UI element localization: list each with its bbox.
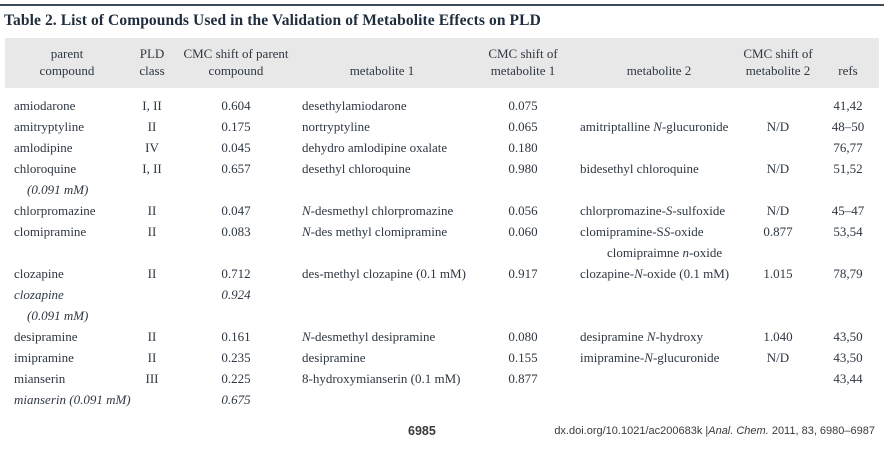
table-cell: II — [147, 350, 157, 365]
table-cell — [739, 368, 817, 389]
table-row — [5, 389, 879, 410]
column-header-line: metabolite 2 — [745, 63, 811, 78]
table-cell: mianserin — [14, 371, 66, 386]
table-cell — [579, 305, 739, 326]
table-cell: 0.712 — [221, 266, 251, 281]
table-cell: 48–50 — [831, 119, 865, 134]
table-row — [5, 221, 879, 242]
table-cell: N/D — [766, 119, 790, 134]
table-row — [5, 326, 879, 347]
table-cell: 0.060 — [508, 224, 538, 239]
table-cell: II — [147, 224, 157, 239]
table-cell: clozapine — [14, 266, 64, 281]
column-header-4 — [467, 38, 579, 88]
table-cell: amiodarone — [14, 98, 76, 113]
table-cell: desipramine N-hydroxy — [580, 329, 704, 344]
table-cell: 0.045 — [221, 140, 251, 155]
table-cell: clomipramine — [14, 224, 87, 239]
table-cell — [297, 284, 467, 305]
column-header-line: metabolite 1 — [349, 63, 415, 78]
table-row — [5, 368, 879, 389]
table-cell: 0.225 — [221, 371, 251, 386]
table-cell — [129, 305, 175, 326]
column-header-1 — [129, 38, 175, 88]
column-header-line: CMC shift of parent — [183, 46, 289, 61]
table-cell: (0.091 mM) — [27, 308, 89, 323]
column-header-line: refs — [838, 63, 858, 78]
table-row — [5, 179, 879, 200]
table-cell: 0.155 — [508, 350, 538, 365]
table-cell — [739, 242, 817, 263]
table-cell: 43,50 — [833, 329, 863, 344]
table-cell: I, II — [142, 161, 162, 176]
table-cell: II — [147, 329, 157, 344]
compounds-table — [5, 38, 879, 410]
table-cell: 0.047 — [221, 203, 251, 218]
column-header-line: parent — [50, 46, 84, 61]
table-cell — [175, 179, 297, 200]
top-rule — [0, 4, 884, 6]
table-cell — [739, 284, 817, 305]
table-row — [5, 137, 879, 158]
table-cell — [817, 284, 879, 305]
table-row — [5, 158, 879, 179]
table-cell: 1.015 — [763, 266, 793, 281]
table-cell: 0.056 — [508, 203, 538, 218]
table-cell: II — [147, 203, 157, 218]
table-body — [5, 88, 879, 410]
table-cell: 78,79 — [833, 266, 863, 281]
table-cell: 8-hydroxymianserin (0.1 mM) — [302, 371, 461, 386]
table-cell — [579, 284, 739, 305]
table-cell — [579, 88, 739, 116]
table-cell: imipramine — [14, 350, 74, 365]
column-header-line: compound — [208, 63, 264, 78]
column-header-line: metabolite 1 — [490, 63, 556, 78]
table-cell: chlorpromazine-S-sulfoxide — [580, 203, 726, 218]
table-cell: desipramine — [14, 329, 78, 344]
table-cell — [817, 242, 879, 263]
table-cell — [467, 389, 579, 410]
table-cell: desethylamiodarone — [302, 98, 407, 113]
table-cell: nortryptyline — [302, 119, 370, 134]
table-cell: mianserin (0.091 mM) — [14, 392, 131, 407]
table-cell: 0.917 — [508, 266, 538, 281]
table-cell — [129, 242, 175, 263]
table-cell — [817, 179, 879, 200]
table-cell: 0.080 — [508, 329, 538, 344]
column-header-7 — [817, 38, 879, 88]
table-cell — [739, 179, 817, 200]
table-cell: 0.877 — [763, 224, 793, 239]
table-row — [5, 116, 879, 137]
table-cell: imipramine-N-glucuronide — [580, 350, 720, 365]
table-cell: clozapine-N-oxide (0.1 mM) — [580, 266, 730, 281]
table-cell — [5, 242, 129, 263]
table-cell: (0.091 mM) — [27, 182, 89, 197]
column-header-5 — [579, 38, 739, 88]
table-cell — [297, 242, 467, 263]
table-cell — [467, 305, 579, 326]
table-row — [5, 305, 879, 326]
table-cell: N/D — [766, 203, 790, 218]
table-cell — [739, 88, 817, 116]
table-cell — [129, 284, 175, 305]
table-cell — [129, 179, 175, 200]
table-cell: IV — [145, 140, 159, 155]
table-cell: II — [147, 119, 157, 134]
table-cell: amitryptyline — [14, 119, 85, 134]
table-cell: chlorpromazine — [14, 203, 96, 218]
table-cell — [297, 179, 467, 200]
table-cell: 0.657 — [221, 161, 251, 176]
table-cell: 0.980 — [508, 161, 538, 176]
table-cell — [817, 305, 879, 326]
column-header-0 — [5, 38, 129, 88]
table-cell: amlodipine — [14, 140, 73, 155]
column-header-line: compound — [39, 63, 95, 78]
column-header-line: metabolite 2 — [626, 63, 692, 78]
column-header-2 — [175, 38, 297, 88]
table-cell: 43,50 — [833, 350, 863, 365]
table-cell: 53,54 — [833, 224, 863, 239]
table-cell — [467, 242, 579, 263]
table-cell — [175, 305, 297, 326]
page-number: 6985 — [408, 424, 436, 438]
table-cell — [579, 179, 739, 200]
column-header-6 — [739, 38, 817, 88]
table-cell: 76,77 — [833, 140, 863, 155]
table-cell — [129, 389, 175, 410]
table-cell: clozapine — [14, 287, 64, 302]
table-row — [5, 284, 879, 305]
table-cell: 0.235 — [221, 350, 251, 365]
table-cell — [739, 389, 817, 410]
table-header — [5, 38, 879, 88]
table-cell: 0.075 — [508, 98, 538, 113]
table-cell: II — [147, 266, 157, 281]
table-cell: 0.180 — [508, 140, 538, 155]
column-header-line: CMC shift of — [743, 46, 813, 61]
table-cell: I, II — [142, 98, 162, 113]
table-cell: dehydro amlodipine oxalate — [302, 140, 448, 155]
table-cell: 51,52 — [833, 161, 863, 176]
table-cell — [297, 305, 467, 326]
table-cell: clomipramine-SS-oxide — [580, 224, 704, 239]
table-cell — [579, 368, 739, 389]
table-cell: 0.083 — [221, 224, 251, 239]
table-cell: clomipraimne n-oxide — [607, 245, 723, 260]
table-cell: bidesethyl chloroquine — [580, 161, 699, 176]
table-cell: N/D — [766, 350, 790, 365]
table-cell — [175, 242, 297, 263]
table-cell: 0.175 — [221, 119, 251, 134]
table-cell — [467, 179, 579, 200]
table-cell: N-desmethyl desipramine — [302, 329, 436, 344]
table-cell: 43,44 — [833, 371, 863, 386]
table-cell — [467, 284, 579, 305]
table-cell: 0.161 — [221, 329, 251, 344]
table-row — [5, 88, 879, 116]
column-header-line: class — [139, 63, 165, 78]
header-row — [5, 38, 879, 88]
table-cell — [739, 305, 817, 326]
table-cell: des-methyl clozapine (0.1 mM) — [302, 266, 466, 281]
table-cell — [579, 137, 739, 158]
page-footer — [0, 424, 884, 442]
table-cell: III — [145, 371, 159, 386]
table-cell: 0.924 — [221, 287, 251, 302]
table-cell: 45–47 — [831, 203, 865, 218]
table-row — [5, 242, 879, 263]
table-caption: Table 2. List of Compounds Used in the Validation of Metabolite Effects on PLD — [4, 12, 541, 29]
table-row — [5, 200, 879, 221]
table-cell: 0.877 — [508, 371, 538, 386]
table-cell: 41,42 — [833, 98, 863, 113]
table-cell — [739, 137, 817, 158]
table-row — [5, 347, 879, 368]
table-cell — [579, 389, 739, 410]
table-cell — [817, 389, 879, 410]
table-cell: 0.065 — [508, 119, 538, 134]
table-cell: chloroquine — [14, 161, 77, 176]
column-header-line: CMC shift of — [488, 46, 558, 61]
table-cell: 0.675 — [221, 392, 251, 407]
table-cell: amitriptalline N-glucuronide — [580, 119, 729, 134]
table-cell: 0.604 — [221, 98, 251, 113]
table-cell: desethyl chloroquine — [302, 161, 411, 176]
column-header-3 — [297, 38, 467, 88]
table-cell: N-desmethyl chlorpromazine — [302, 203, 454, 218]
table-row — [5, 263, 879, 284]
column-header-line: PLD — [139, 46, 165, 61]
table-cell — [297, 389, 467, 410]
table-cell: N/D — [766, 161, 790, 176]
doi-citation: dx.doi.org/10.1021/ac200683k |Anal. Chem. 2011, 83, 6980–6987 — [554, 425, 875, 437]
table-cell: N-des methyl clomipramine — [302, 224, 448, 239]
table-cell: desipramine — [302, 350, 366, 365]
table-cell: 1.040 — [763, 329, 793, 344]
